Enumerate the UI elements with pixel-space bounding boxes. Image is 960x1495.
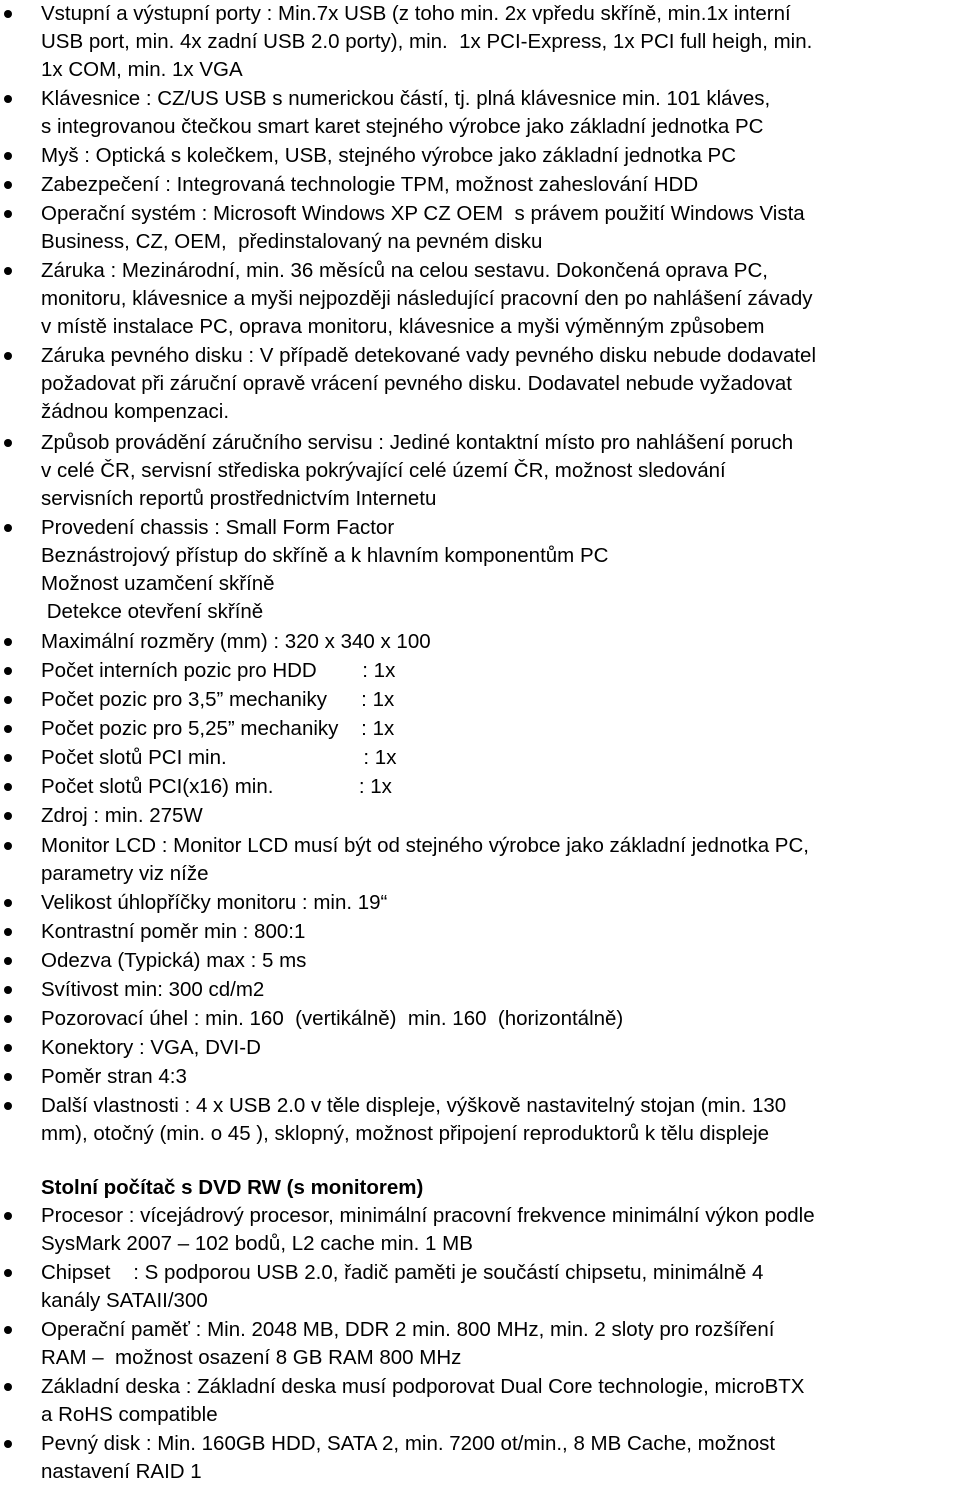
list-item bbox=[0, 773, 960, 801]
bullet bbox=[4, 842, 12, 850]
bullet bbox=[4, 181, 12, 189]
bullet bbox=[4, 696, 12, 704]
list-line: Odezva (Typická) max : 5 ms bbox=[41, 949, 307, 972]
list-line: nastavení RAID 1 bbox=[41, 1460, 202, 1483]
list-line: Velikost úhlopříčky monitoru : min. 19“ bbox=[41, 891, 388, 914]
bullet bbox=[4, 1212, 12, 1220]
list-line: Způsob provádění záručního servisu : Jediné kontaktní místo pro nahlášení poruch bbox=[41, 431, 794, 454]
list-line: kanály SATAII/300 bbox=[41, 1289, 208, 1312]
section-heading bbox=[0, 1174, 960, 1202]
list-line: v celé ČR, servisní střediska pokrývající celé území ČR, možnost sledování bbox=[41, 459, 726, 482]
list-line: SysMark 2007 – 102 bodů, L2 cache min. 1 MB bbox=[41, 1232, 473, 1255]
list-line: Počet pozic pro 5,25” mechaniky : 1x bbox=[41, 717, 395, 740]
list-line: Záruka pevného disku : V případě detekované vady pevného disku nebude dodavatel bbox=[41, 344, 816, 367]
list-line: Klávesnice : CZ/US USB s numerickou částí, tj. plná klávesnice min. 101 kláves, bbox=[41, 87, 771, 110]
bullet bbox=[4, 1383, 12, 1391]
spec-section-2 bbox=[0, 1174, 960, 1482]
list-item bbox=[0, 257, 960, 341]
list-line: Zdroj : min. 275W bbox=[41, 804, 203, 827]
list-line: Poměr stran 4:3 bbox=[41, 1065, 187, 1088]
list-line: Business, CZ, OEM, předinstalovaný na pevném disku bbox=[41, 230, 543, 253]
bullet bbox=[4, 957, 12, 965]
list-item bbox=[0, 889, 960, 917]
bullet bbox=[4, 754, 12, 762]
chassis-line: Detekce otevření skříně bbox=[41, 600, 264, 623]
list-line: Provedení chassis : Small Form Factor bbox=[41, 516, 395, 539]
list-line: žádnou kompenzaci. bbox=[41, 400, 230, 423]
list-item bbox=[0, 342, 960, 426]
list-item bbox=[0, 1373, 960, 1429]
list-item bbox=[0, 1259, 960, 1315]
bullet bbox=[4, 1015, 12, 1023]
bullet bbox=[4, 10, 12, 18]
bullet bbox=[4, 1440, 12, 1448]
section-heading-text: Stolní počítač s DVD RW (s monitorem) bbox=[41, 1176, 424, 1199]
bullet bbox=[4, 638, 12, 646]
list-line: Operační systém : Microsoft Windows XP CZ OEM s právem použití Windows Vista bbox=[41, 202, 805, 225]
list-line: servisních reportů prostřednictvím Internetu bbox=[41, 487, 437, 510]
list-item bbox=[0, 171, 960, 199]
list-line: a RoHS compatible bbox=[41, 1403, 218, 1426]
list-line: Procesor : vícejádrový procesor, minimální pracovní frekvence minimální výkon podle bbox=[41, 1204, 815, 1227]
list-line: Chipset : S podporou USB 2.0, řadič paměti je součástí chipsetu, minimálně 4 bbox=[41, 1261, 764, 1284]
list-line: Maximální rozměry (mm) : 320 x 340 x 100 bbox=[41, 630, 431, 653]
list-line: 1x COM, min. 1x VGA bbox=[41, 58, 243, 81]
list-line: Svítivost min: 300 cd/m2 bbox=[41, 978, 265, 1001]
bullet bbox=[4, 267, 12, 275]
bullet bbox=[4, 439, 12, 447]
list-item bbox=[0, 657, 960, 685]
list-item bbox=[0, 1005, 960, 1033]
list-line: Pevný disk : Min. 160GB HDD, SATA 2, min. 7200 ot/min., 8 MB Cache, možnost bbox=[41, 1432, 776, 1455]
bullet bbox=[4, 928, 12, 936]
list-line: Další vlastnosti : 4 x USB 2.0 v těle displeje, výškově nastavitelný stojan (min. 130 bbox=[41, 1094, 787, 1117]
list-item bbox=[0, 976, 960, 1004]
bullet bbox=[4, 210, 12, 218]
list-item bbox=[0, 686, 960, 714]
bullet bbox=[4, 667, 12, 675]
list-line: Záruka : Mezinárodní, min. 36 měsíců na celou sestavu. Dokončená oprava PC, bbox=[41, 259, 768, 282]
list-item bbox=[0, 1092, 960, 1148]
list-item bbox=[0, 0, 960, 84]
bullet bbox=[4, 1269, 12, 1277]
list-line: Konektory : VGA, DVI-D bbox=[41, 1036, 261, 1059]
list-item bbox=[0, 1316, 960, 1372]
list-line: mm), otočný (min. o 45 ), sklopný, možnost připojení reproduktorů k tělu displeje bbox=[41, 1122, 770, 1145]
list-line: v místě instalace PC, oprava monitoru, klávesnice a myši výměnným způsobem bbox=[41, 315, 765, 338]
list-line: Počet slotů PCI(x16) min. : 1x bbox=[41, 775, 392, 798]
list-line: s integrovanou čtečkou smart karet stejného výrobce jako základní jednotka PC bbox=[41, 115, 764, 138]
list-item bbox=[0, 429, 960, 513]
list-item bbox=[0, 1430, 960, 1486]
list-item bbox=[0, 1202, 960, 1258]
bullet bbox=[4, 899, 12, 907]
bullet bbox=[4, 1073, 12, 1081]
list-line: Vstupní a výstupní porty : Min.7x USB (z toho min. 2x vpředu skříně, min.1x interní bbox=[41, 2, 791, 25]
list-line: Myš : Optická s kolečkem, USB, stejného výrobce jako základní jednotka PC bbox=[41, 144, 737, 167]
chassis-line: Beznástrojový přístup do skříně a k hlavním komponentům PC bbox=[41, 544, 609, 567]
list-line: USB port, min. 4x zadní USB 2.0 porty), min. 1x PCI-Express, 1x PCI full heigh, min. bbox=[41, 30, 813, 53]
bullet bbox=[4, 986, 12, 994]
list-line: parametry viz níže bbox=[41, 862, 209, 885]
chassis-line: Možnost uzamčení skříně bbox=[41, 572, 275, 595]
list-line: Operační paměť : Min. 2048 MB, DDR 2 min. 800 MHz, min. 2 sloty pro rozšíření bbox=[41, 1318, 775, 1341]
list-line: monitoru, klávesnice a myši nejpozději následující pracovní den po nahlášení závady bbox=[41, 287, 813, 310]
bullet bbox=[4, 95, 12, 103]
list-item bbox=[0, 947, 960, 975]
list-item bbox=[0, 832, 960, 888]
list-item bbox=[0, 142, 960, 170]
list-item bbox=[0, 1034, 960, 1062]
bullet bbox=[4, 352, 12, 360]
bullet bbox=[4, 152, 12, 160]
bullet bbox=[4, 725, 12, 733]
bullet bbox=[4, 812, 12, 820]
list-line: požadovat při záruční opravě vrácení pevného disku. Dodavatel nebude vyžadovat bbox=[41, 372, 793, 395]
list-line: Základní deska : Základní deska musí podporovat Dual Core technologie, microBTX bbox=[41, 1375, 805, 1398]
bullet bbox=[4, 1044, 12, 1052]
list-item bbox=[0, 514, 960, 542]
list-line: RAM – možnost osazení 8 GB RAM 800 MHz bbox=[41, 1346, 462, 1369]
list-item bbox=[0, 200, 960, 256]
list-line: Počet pozic pro 3,5” mechaniky : 1x bbox=[41, 688, 395, 711]
list-line: Monitor LCD : Monitor LCD musí být od stejného výrobce jako základní jednotka PC, bbox=[41, 834, 809, 857]
list-line: Zabezpečení : Integrovaná technologie TPM, možnost zaheslování HDD bbox=[41, 173, 699, 196]
list-line: Počet interních pozic pro HDD : 1x bbox=[41, 659, 396, 682]
chassis-details bbox=[0, 542, 960, 626]
list-item bbox=[0, 85, 960, 141]
list-line: Kontrastní poměr min : 800:1 bbox=[41, 920, 306, 943]
list-line: Počet slotů PCI min. : 1x bbox=[41, 746, 397, 769]
list-item bbox=[0, 744, 960, 772]
list-item bbox=[0, 628, 960, 656]
bullet bbox=[4, 1326, 12, 1334]
list-item bbox=[0, 715, 960, 743]
bullet bbox=[4, 783, 12, 791]
bullet bbox=[4, 1102, 12, 1110]
bullet bbox=[4, 524, 12, 532]
list-line: Pozorovací úhel : min. 160 (vertikálně) min. 160 (horizontálně) bbox=[41, 1007, 624, 1030]
list-item bbox=[0, 802, 960, 830]
list-item bbox=[0, 1063, 960, 1091]
list-item bbox=[0, 918, 960, 946]
